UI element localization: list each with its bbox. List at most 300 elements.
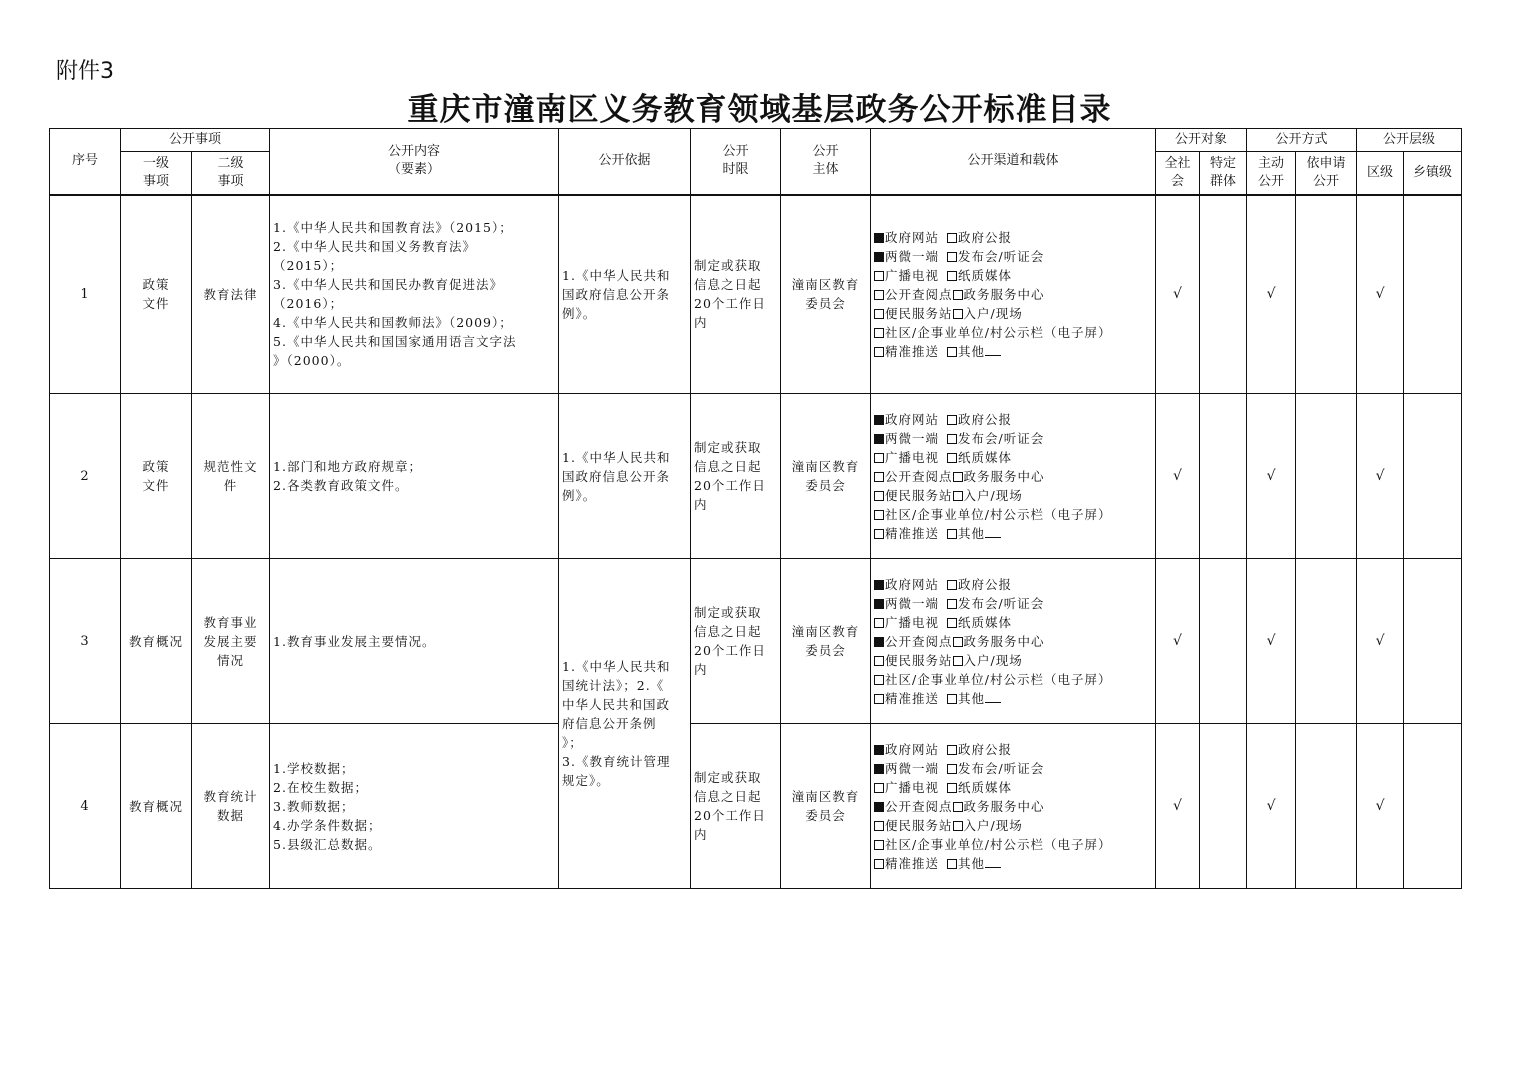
row-level1 <box>121 559 192 724</box>
header-method-request <box>1296 152 1357 195</box>
row-level-town <box>1404 724 1462 889</box>
header-seq: 序号 <box>50 129 121 195</box>
row-subject <box>781 195 871 394</box>
channel-label: 社区/企事业单位/村公示栏（电子屏） <box>885 671 1112 687</box>
channel-line <box>874 759 1152 778</box>
checkbox-push[interactable] <box>874 694 884 704</box>
row-method-active: √ <box>1247 195 1296 394</box>
checkbox-board[interactable] <box>874 328 884 338</box>
channel-line <box>874 797 1152 816</box>
row-basis-line: 府信息公开条例 <box>562 716 657 731</box>
channel-label: 政务服务中心 <box>963 286 1045 302</box>
row-time-line: 信息之日起 <box>694 624 762 639</box>
row-basis <box>559 195 691 394</box>
header-level1 <box>121 152 192 195</box>
other-blank <box>985 855 1001 868</box>
header-content <box>270 129 559 195</box>
channel-label: 社区/企事业单位/村公示栏（电子屏） <box>885 324 1112 340</box>
row-basis-line: 例》。 <box>562 305 597 321</box>
channel-label: 入户/现场 <box>963 652 1023 668</box>
row-method-active: √ <box>1247 394 1296 559</box>
row-content-line: （2015）； <box>273 258 344 274</box>
checkbox-paper[interactable] <box>947 618 957 628</box>
row-method-request <box>1296 394 1357 559</box>
row-method-request <box>1296 559 1357 724</box>
checkbox-hearing[interactable] <box>947 599 957 609</box>
catalog-table <box>49 128 1462 889</box>
row-level-town <box>1404 195 1462 394</box>
channel-label: 两微一端 <box>885 595 940 611</box>
channel-line <box>874 266 1152 285</box>
checkbox-reading[interactable] <box>874 802 884 812</box>
checkbox-board[interactable] <box>874 510 884 520</box>
checkbox-paper[interactable] <box>947 271 957 281</box>
row-level2 <box>192 559 270 724</box>
checkbox-service-center[interactable] <box>953 290 963 300</box>
checkbox-tv[interactable] <box>874 783 884 793</box>
row-seq: 4 <box>50 724 121 889</box>
attachment-label: 附件3 <box>56 59 114 84</box>
channel-label: 其他 <box>958 525 986 541</box>
header-level-town: 乡镇级 <box>1404 152 1462 195</box>
checkbox-station[interactable] <box>874 491 884 501</box>
channel-label: 政务服务中心 <box>963 468 1045 484</box>
header-time-line: 公开 <box>722 144 749 160</box>
header-subject <box>781 129 871 195</box>
row-content-line: 1.《中华人民共和国教育法》（2015）； <box>273 220 513 236</box>
checkbox-gazette[interactable] <box>947 745 957 755</box>
row-level2 <box>192 195 270 394</box>
row-content-line: 2.在校生数据； <box>273 779 368 795</box>
channel-label: 纸质媒体 <box>958 614 1013 630</box>
row-subject-line: 委员会 <box>805 643 846 658</box>
checkbox-push[interactable] <box>874 859 884 869</box>
checkbox-onsite[interactable] <box>953 309 963 319</box>
channel-label: 政府网站 <box>885 229 940 245</box>
channel-line <box>874 247 1152 266</box>
header-channel: 公开渠道和载体 <box>871 129 1156 195</box>
row-content-line: 1.教育事业发展主要情况。 <box>273 633 436 649</box>
checkbox-service-center[interactable] <box>953 802 963 812</box>
channel-line <box>874 651 1152 670</box>
row-content-line: 2.《中华人民共和国义务教育法》 <box>273 239 476 255</box>
header-level2-line: 二级 <box>217 155 244 171</box>
row-level2 <box>192 724 270 889</box>
channel-label: 入户/现场 <box>963 305 1023 321</box>
row-content-line: 3.教师数据； <box>273 798 355 814</box>
row-seq: 3 <box>50 559 121 724</box>
row-method-request <box>1296 724 1357 889</box>
checkbox-board[interactable] <box>874 840 884 850</box>
header-content-line: （要素） <box>388 162 441 178</box>
row-level-district: √ <box>1357 559 1404 724</box>
channel-label: 社区/企事业单位/村公示栏（电子屏） <box>885 836 1112 852</box>
channel-line <box>874 410 1152 429</box>
channel-label: 精准推送 <box>885 855 940 871</box>
header-subject-line: 主体 <box>812 162 839 178</box>
row-level1 <box>121 724 192 889</box>
checkbox-hearing[interactable] <box>947 434 957 444</box>
row-basis <box>559 559 691 889</box>
checkbox-station[interactable] <box>874 656 884 666</box>
header-matter-group: 公开事项 <box>121 129 270 152</box>
checkbox-onsite[interactable] <box>953 821 963 831</box>
header-content-line: 公开内容 <box>388 144 441 160</box>
channel-label: 公开查阅点 <box>885 286 953 302</box>
row-method-request <box>1296 195 1357 394</box>
row-basis-line: 国政府信息公开条 <box>562 468 671 484</box>
checkbox-micro[interactable] <box>874 252 884 262</box>
checkbox-station[interactable] <box>874 821 884 831</box>
row-content <box>270 559 559 724</box>
row-target-all: √ <box>1156 724 1200 889</box>
header-method-request-line: 依申请 <box>1306 155 1346 171</box>
channel-line <box>874 816 1152 835</box>
row-time-line: 信息之日起 <box>694 277 762 293</box>
row-content-line: 5.《中华人民共和国国家通用语言文字法 <box>273 334 517 350</box>
row-content-line: 2.各类教育政策文件。 <box>273 478 409 493</box>
row-level1-line: 政策 <box>142 277 170 293</box>
channel-line <box>874 285 1152 304</box>
checkbox-reading[interactable] <box>874 472 884 482</box>
header-target-group: 公开对象 <box>1156 129 1247 152</box>
checkbox-service-center[interactable] <box>953 472 963 482</box>
row-level2-line: 教育统计 <box>203 789 258 804</box>
other-blank <box>985 343 1001 356</box>
checkbox-reading[interactable] <box>874 637 884 647</box>
header-target-all <box>1156 152 1200 195</box>
row-seq: 2 <box>50 394 121 559</box>
channel-label: 公开查阅点 <box>885 633 953 649</box>
header-row-top <box>50 129 1462 152</box>
channel-label: 入户/现场 <box>963 817 1023 833</box>
checkbox-micro[interactable] <box>874 434 884 444</box>
checkbox-onsite[interactable] <box>953 656 963 666</box>
row-time-line: 内 <box>694 315 708 331</box>
other-blank <box>985 690 1001 703</box>
row-time-line: 内 <box>694 497 708 512</box>
checkbox-micro[interactable] <box>874 599 884 609</box>
row-content-line: 1.学校数据； <box>273 760 355 776</box>
row-basis <box>559 394 691 559</box>
row-level-town <box>1404 559 1462 724</box>
catalog-body <box>50 195 1462 889</box>
table-row <box>50 394 1462 559</box>
channel-line <box>874 575 1152 594</box>
row-level1-line: 文件 <box>142 478 170 493</box>
channel-label: 入户/现场 <box>963 487 1023 503</box>
header-level1-line: 一级 <box>142 155 169 171</box>
row-time-line: 制定或获取 <box>694 440 762 455</box>
checkbox-micro[interactable] <box>874 764 884 774</box>
channel-line <box>874 670 1152 689</box>
header-target-specific-line: 特定 <box>1210 155 1237 171</box>
row-level2-line: 教育法律 <box>203 286 258 302</box>
row-time-line: 信息之日起 <box>694 459 762 474</box>
row-time-line: 内 <box>694 662 708 677</box>
row-subject-line: 潼南区教育 <box>791 789 860 804</box>
row-time <box>691 195 781 394</box>
header-level2 <box>192 152 270 195</box>
channel-label: 发布会/听证会 <box>958 760 1045 776</box>
row-content-line: 1.部门和地方政府规章； <box>273 459 422 474</box>
row-target-specific <box>1200 559 1247 724</box>
channel-label: 广播电视 <box>885 449 940 465</box>
channel-line <box>874 323 1152 342</box>
row-subject <box>781 394 871 559</box>
checkbox-gazette[interactable] <box>947 580 957 590</box>
row-level2-line: 件 <box>223 478 238 493</box>
checkbox-board[interactable] <box>874 675 884 685</box>
row-level-town <box>1404 394 1462 559</box>
channel-line <box>874 854 1152 873</box>
header-subject-line: 公开 <box>812 144 839 160</box>
channel-label: 其他 <box>958 343 986 359</box>
row-target-all: √ <box>1156 394 1200 559</box>
channel-label: 便民服务站 <box>885 652 953 668</box>
row-subject-line: 委员会 <box>805 808 846 823</box>
row-basis-line: 国统计法》；2.《 <box>562 678 665 693</box>
channel-label: 纸质媒体 <box>958 449 1013 465</box>
channel-label: 政府公报 <box>958 576 1013 592</box>
channel-label: 公开查阅点 <box>885 468 953 484</box>
header-method-active-line: 主动 <box>1258 155 1285 171</box>
channel-line <box>874 778 1152 797</box>
channel-label: 两微一端 <box>885 430 940 446</box>
channel-label: 政府公报 <box>958 411 1013 427</box>
channel-line <box>874 613 1152 632</box>
row-time-line: 20个工作日 <box>694 643 766 658</box>
checkbox-website[interactable] <box>874 415 884 425</box>
header-target-all-line: 会 <box>1171 173 1185 189</box>
row-level1-line: 政策 <box>142 459 170 474</box>
checkbox-service-center[interactable] <box>953 637 963 647</box>
row-level1 <box>121 195 192 394</box>
row-content-line: 》（2000）。 <box>273 353 351 369</box>
header-target-specific-line: 群体 <box>1210 173 1237 189</box>
row-level2 <box>192 394 270 559</box>
checkbox-website[interactable] <box>874 233 884 243</box>
row-content <box>270 195 559 394</box>
row-content <box>270 724 559 889</box>
channel-label: 纸质媒体 <box>958 267 1013 283</box>
row-method-active: √ <box>1247 559 1296 724</box>
checkbox-other[interactable] <box>947 859 957 869</box>
table-row <box>50 559 1462 724</box>
channel-label: 政府网站 <box>885 411 940 427</box>
row-level2-line: 情况 <box>217 652 245 668</box>
checkbox-tv[interactable] <box>874 271 884 281</box>
row-target-specific <box>1200 394 1247 559</box>
row-content-line: 5.县级汇总数据。 <box>273 836 382 852</box>
checkbox-reading[interactable] <box>874 290 884 300</box>
row-time-line: 20个工作日 <box>694 296 766 312</box>
checkbox-push[interactable] <box>874 347 884 357</box>
row-subject-line: 潼南区教育 <box>791 459 860 474</box>
row-content-line: 4.办学条件数据； <box>273 817 382 833</box>
row-channels <box>871 195 1156 394</box>
checkbox-tv[interactable] <box>874 618 884 628</box>
row-time-line: 信息之日起 <box>694 789 762 804</box>
row-level2-line: 规范性文 <box>203 459 258 474</box>
row-channels <box>871 724 1156 889</box>
row-channels <box>871 394 1156 559</box>
checkbox-website[interactable] <box>874 745 884 755</box>
row-time <box>691 559 781 724</box>
row-basis-line: 1.《中华人民共和 <box>562 267 671 283</box>
row-content-line: 4.《中华人民共和国教师法》（2009）； <box>273 315 513 331</box>
channel-label: 广播电视 <box>885 614 940 630</box>
checkbox-station[interactable] <box>874 309 884 319</box>
channel-label: 政府公报 <box>958 229 1013 245</box>
channel-label: 精准推送 <box>885 343 940 359</box>
header-time-line: 时限 <box>722 162 749 178</box>
checkbox-gazette[interactable] <box>947 233 957 243</box>
channel-label: 公开查阅点 <box>885 798 953 814</box>
checkbox-other[interactable] <box>947 529 957 539</box>
row-time-line: 制定或获取 <box>694 770 762 785</box>
channel-label: 广播电视 <box>885 779 940 795</box>
channel-line <box>874 505 1152 524</box>
row-level-district: √ <box>1357 394 1404 559</box>
header-basis: 公开依据 <box>559 129 691 195</box>
header-level2-line: 事项 <box>217 173 244 189</box>
row-subject-line: 委员会 <box>805 296 846 312</box>
row-level2-line: 教育事业 <box>203 614 258 630</box>
checkbox-hearing[interactable] <box>947 764 957 774</box>
header-method-active <box>1247 152 1296 195</box>
header-method-group: 公开方式 <box>1247 129 1357 152</box>
channel-label: 政府网站 <box>885 576 940 592</box>
header-method-request-line: 公开 <box>1313 173 1340 189</box>
channel-label: 精准推送 <box>885 525 940 541</box>
row-content-line: 3.《中华人民共和国民办教育促进法》 <box>273 277 503 293</box>
row-level-district: √ <box>1357 724 1404 889</box>
row-target-all: √ <box>1156 559 1200 724</box>
row-time-line: 20个工作日 <box>694 478 766 493</box>
table-row <box>50 724 1462 889</box>
header-time <box>691 129 781 195</box>
channel-line <box>874 467 1152 486</box>
row-level1-line: 文件 <box>142 296 170 312</box>
checkbox-gazette[interactable] <box>947 415 957 425</box>
channel-line <box>874 228 1152 247</box>
row-time-line: 制定或获取 <box>694 258 762 274</box>
row-target-specific <box>1200 724 1247 889</box>
row-basis-line: 1.《中华人民共和 <box>562 449 671 465</box>
channel-line <box>874 342 1152 361</box>
row-subject-line: 委员会 <box>805 478 846 493</box>
channel-label: 两微一端 <box>885 248 940 264</box>
channel-line <box>874 524 1152 543</box>
checkbox-paper[interactable] <box>947 453 957 463</box>
channel-line <box>874 632 1152 651</box>
row-level1 <box>121 394 192 559</box>
header-level1-line: 事项 <box>142 173 169 189</box>
row-time <box>691 724 781 889</box>
channel-label: 政府公报 <box>958 741 1013 757</box>
channel-label: 发布会/听证会 <box>958 248 1045 264</box>
row-content <box>270 394 559 559</box>
row-basis-line: 国政府信息公开条 <box>562 286 671 302</box>
channel-line <box>874 740 1152 759</box>
row-level-district: √ <box>1357 195 1404 394</box>
checkbox-other[interactable] <box>947 347 957 357</box>
row-time-line: 20个工作日 <box>694 808 766 823</box>
row-level2-line: 数据 <box>217 808 245 823</box>
row-time-line: 内 <box>694 827 708 842</box>
header-level-group: 公开层级 <box>1357 129 1462 152</box>
channel-line <box>874 486 1152 505</box>
channel-line <box>874 304 1152 323</box>
channel-line <box>874 689 1152 708</box>
table-row <box>50 195 1462 394</box>
channel-label: 两微一端 <box>885 760 940 776</box>
row-basis-line: 中华人民共和国政 <box>562 697 671 712</box>
channel-label: 其他 <box>958 690 986 706</box>
checkbox-paper[interactable] <box>947 783 957 793</box>
row-seq: 1 <box>50 195 121 394</box>
row-subject <box>781 559 871 724</box>
channel-line <box>874 835 1152 854</box>
channel-label: 社区/企事业单位/村公示栏（电子屏） <box>885 506 1112 522</box>
page-title: 重庆市潼南区义务教育领域基层政务公开标准目录 <box>407 92 1112 128</box>
row-basis-line: 3.《教育统计管理 <box>562 754 671 769</box>
row-subject-line: 潼南区教育 <box>791 624 860 639</box>
checkbox-hearing[interactable] <box>947 252 957 262</box>
checkbox-tv[interactable] <box>874 453 884 463</box>
other-blank <box>985 525 1001 538</box>
checkbox-website[interactable] <box>874 580 884 590</box>
row-subject <box>781 724 871 889</box>
channel-line <box>874 594 1152 613</box>
row-basis-line: 规定》。 <box>562 773 610 788</box>
channel-label: 发布会/听证会 <box>958 430 1045 446</box>
row-level1-line: 教育概况 <box>128 798 183 814</box>
row-basis-line: 例》。 <box>562 487 597 503</box>
channel-label: 纸质媒体 <box>958 779 1013 795</box>
row-target-all: √ <box>1156 195 1200 394</box>
row-target-specific <box>1200 195 1247 394</box>
header-target-specific <box>1200 152 1247 195</box>
row-subject-line: 潼南区教育 <box>791 277 860 293</box>
header-level-district: 区级 <box>1357 152 1404 195</box>
row-content-line: （2016）； <box>273 296 344 312</box>
row-level1-line: 教育概况 <box>128 633 183 649</box>
channel-label: 便民服务站 <box>885 305 953 321</box>
channel-label: 精准推送 <box>885 690 940 706</box>
row-basis-line: 1.《中华人民共和 <box>562 659 671 674</box>
channel-label: 政务服务中心 <box>963 633 1045 649</box>
row-channels <box>871 559 1156 724</box>
channel-label: 发布会/听证会 <box>958 595 1045 611</box>
row-time-line: 制定或获取 <box>694 605 762 620</box>
row-level2-line: 发展主要 <box>203 633 258 649</box>
row-basis-line: 》； <box>562 735 583 750</box>
checkbox-onsite[interactable] <box>953 491 963 501</box>
channel-label: 政府网站 <box>885 741 940 757</box>
channel-line <box>874 429 1152 448</box>
header-target-all-line: 全社 <box>1164 155 1191 171</box>
channel-label: 便民服务站 <box>885 487 953 503</box>
row-time <box>691 394 781 559</box>
header-method-active-line: 公开 <box>1258 173 1285 189</box>
channel-label: 便民服务站 <box>885 817 953 833</box>
channel-line <box>874 448 1152 467</box>
checkbox-other[interactable] <box>947 694 957 704</box>
checkbox-push[interactable] <box>874 529 884 539</box>
channel-label: 广播电视 <box>885 267 940 283</box>
